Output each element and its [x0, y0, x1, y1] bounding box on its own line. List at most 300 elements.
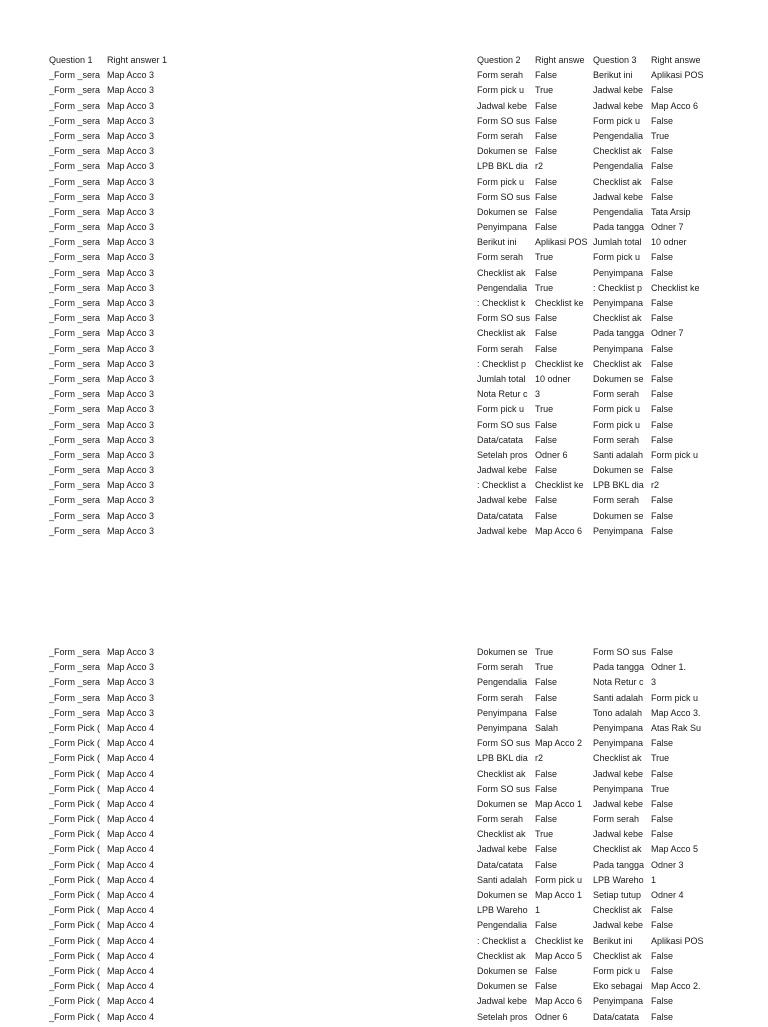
table-cell[interactable]: 10 odner	[651, 237, 687, 248]
table-cell[interactable]: Berikut ini	[593, 935, 633, 946]
table-cell[interactable]: _Form Pick (	[49, 768, 101, 779]
table-cell[interactable]: True	[535, 85, 554, 96]
table-cell[interactable]: _Form _sera	[49, 707, 101, 718]
table-cell[interactable]: Form serah	[477, 814, 524, 825]
table-cell[interactable]: Dokumen se	[477, 647, 528, 657]
table-cell[interactable]: True	[535, 282, 554, 293]
table-cell[interactable]: LPB BKL dia	[477, 161, 528, 172]
table-cell[interactable]: False	[535, 191, 558, 202]
table-cell[interactable]: True	[535, 662, 554, 673]
table-cell[interactable]: Question 3	[593, 55, 637, 65]
table-cell[interactable]: False	[651, 905, 674, 916]
table-cell[interactable]: Map Acco 4	[107, 1011, 155, 1022]
table-cell[interactable]: Right answe	[535, 55, 585, 65]
table-cell[interactable]: Map Acco 3	[107, 146, 155, 157]
table-cell[interactable]: _Form Pick (	[49, 935, 101, 946]
table-cell[interactable]: Map Acco 4	[107, 738, 155, 749]
table-cell[interactable]: Form pick u	[593, 404, 641, 415]
table-cell[interactable]: Form serah	[477, 252, 524, 263]
table-cell[interactable]: False	[651, 1011, 674, 1022]
table-cell[interactable]: Map Acco 3	[107, 707, 155, 718]
table-cell[interactable]: Pengendalia	[477, 677, 528, 688]
table-cell[interactable]: Form SO sus	[593, 647, 647, 657]
table-cell[interactable]: _Form _sera	[49, 465, 101, 476]
table-cell[interactable]: Nota Retur c	[477, 389, 528, 400]
table-cell[interactable]: Map Acco 4	[107, 935, 155, 946]
table-cell[interactable]: Checklist ak	[477, 950, 526, 961]
table-cell[interactable]: Map Acco 4	[107, 981, 155, 992]
table-cell[interactable]: Map Acco 3	[107, 70, 155, 81]
table-cell[interactable]: False	[535, 70, 558, 81]
table-cell[interactable]: Map Acco 3	[107, 343, 155, 354]
table-cell[interactable]: Penyimpana	[593, 267, 644, 278]
table-cell[interactable]: False	[651, 768, 674, 779]
table-cell[interactable]: False	[535, 783, 558, 794]
table-cell[interactable]: Form pick u	[477, 404, 525, 415]
table-cell[interactable]: _Form Pick (	[49, 874, 101, 885]
table-cell[interactable]: False	[651, 525, 674, 536]
table-cell[interactable]: _Form _sera	[49, 404, 101, 415]
table-cell[interactable]: False	[651, 829, 674, 840]
table-cell[interactable]: Map Acco 3	[107, 647, 155, 657]
table-cell[interactable]: _Form _sera	[49, 70, 101, 81]
table-cell[interactable]: Map Acco 2	[535, 738, 583, 749]
table-cell[interactable]: True	[651, 753, 670, 764]
table-cell[interactable]: True	[535, 404, 554, 415]
table-cell[interactable]: Penyimpana	[593, 783, 644, 794]
table-cell[interactable]: Map Acco 3	[107, 252, 155, 263]
table-cell[interactable]: r2	[535, 161, 544, 172]
table-cell[interactable]: False	[651, 115, 674, 126]
table-cell[interactable]: False	[535, 100, 558, 111]
table-cell[interactable]: False	[651, 267, 674, 278]
table-cell[interactable]: Jadwal kebe	[593, 768, 644, 779]
table-cell[interactable]: Checklist ak	[477, 328, 526, 339]
table-cell[interactable]: Checklist ak	[593, 753, 642, 764]
table-cell[interactable]: LPB BKL dia	[477, 753, 528, 764]
table-cell[interactable]: Map Acco 4	[107, 829, 155, 840]
table-cell[interactable]: Jumlah total	[477, 373, 526, 384]
table-cell[interactable]: Map Acco 3	[107, 662, 155, 673]
table-cell[interactable]: _Form Pick (	[49, 905, 101, 916]
table-cell[interactable]: Penyimpana	[477, 722, 528, 733]
table-cell[interactable]: False	[535, 343, 558, 354]
table-cell[interactable]: Map Acco 3	[107, 389, 155, 400]
table-cell[interactable]: Dokumen se	[593, 465, 644, 476]
table-cell[interactable]: _Form _sera	[49, 252, 101, 263]
table-cell[interactable]: Dokumen se	[477, 798, 528, 809]
table-cell[interactable]: _Form _sera	[49, 267, 101, 278]
table-cell[interactable]: Penyimpana	[593, 996, 644, 1007]
table-cell[interactable]: Form serah	[593, 814, 640, 825]
table-cell[interactable]: False	[651, 996, 674, 1007]
table-cell[interactable]: Penyimpana	[593, 722, 644, 733]
table-cell[interactable]: Map Acco 5	[535, 950, 583, 961]
table-cell[interactable]: False	[651, 404, 674, 415]
table-cell[interactable]: False	[535, 814, 558, 825]
table-cell[interactable]: _Form Pick (	[49, 798, 101, 809]
table-cell[interactable]: False	[651, 465, 674, 476]
table-cell[interactable]: _Form Pick (	[49, 753, 101, 764]
table-cell[interactable]: Jumlah total	[593, 237, 642, 248]
table-cell[interactable]: _Form _sera	[49, 434, 101, 445]
table-cell[interactable]: Checklist ke	[651, 282, 700, 293]
table-cell[interactable]: _Form Pick (	[49, 1011, 101, 1022]
table-cell[interactable]: Map Acco 4	[107, 859, 155, 870]
table-cell[interactable]: _Form _sera	[49, 237, 101, 248]
table-cell[interactable]: Map Acco 3	[107, 525, 155, 536]
table-cell[interactable]: Jadwal kebe	[477, 100, 528, 111]
table-cell[interactable]: Nota Retur c	[593, 677, 644, 688]
table-cell[interactable]: Map Acco 4	[107, 950, 155, 961]
table-cell[interactable]: _Form Pick (	[49, 965, 101, 976]
table-cell[interactable]: False	[651, 389, 674, 400]
table-cell[interactable]: False	[651, 814, 674, 825]
table-cell[interactable]: True	[535, 647, 554, 657]
table-cell[interactable]: _Form _sera	[49, 222, 101, 233]
table-cell[interactable]: _Form Pick (	[49, 981, 101, 992]
table-cell[interactable]: : Checklist a	[477, 935, 527, 946]
table-cell[interactable]: Form pick u	[651, 692, 699, 703]
table-cell[interactable]: Odner 6	[535, 1011, 568, 1022]
table-cell[interactable]: Berikut ini	[593, 70, 633, 81]
table-cell[interactable]: Map Acco 3	[107, 161, 155, 172]
table-cell[interactable]: Dokumen se	[477, 965, 528, 976]
table-cell[interactable]: Map Acco 4	[107, 920, 155, 931]
table-cell[interactable]: Map Acco 3	[107, 176, 155, 187]
table-cell[interactable]: Checklist ak	[593, 146, 642, 157]
table-cell[interactable]: Tono adalah	[593, 707, 643, 718]
table-cell[interactable]: Map Acco 4	[107, 905, 155, 916]
table-cell[interactable]: Checklist ke	[535, 935, 584, 946]
table-cell[interactable]: Map Acco 2.	[651, 981, 701, 992]
table-cell[interactable]: False	[651, 647, 674, 657]
table-cell[interactable]: True	[651, 130, 670, 141]
table-cell[interactable]: Map Acco 3	[107, 480, 155, 491]
table-cell[interactable]: 1	[535, 905, 541, 916]
table-cell[interactable]: Jadwal kebe	[477, 844, 528, 855]
table-cell[interactable]: _Form _sera	[49, 389, 101, 400]
table-cell[interactable]: r2	[651, 480, 660, 491]
table-cell[interactable]: False	[651, 343, 674, 354]
table-cell[interactable]: Form SO sus	[477, 419, 531, 430]
table-cell[interactable]: Map Acco 3	[107, 510, 155, 521]
table-cell[interactable]: _Form Pick (	[49, 996, 101, 1007]
table-cell[interactable]: Map Acco 6	[535, 525, 583, 536]
table-cell[interactable]: False	[535, 677, 558, 688]
table-cell[interactable]: Map Acco 1	[535, 798, 583, 809]
table-cell[interactable]: Map Acco 6	[535, 996, 583, 1007]
table-cell[interactable]: Pada tangga	[593, 859, 645, 870]
table-cell[interactable]: _Form Pick (	[49, 950, 101, 961]
table-cell[interactable]: _Form _sera	[49, 85, 101, 96]
table-cell[interactable]: _Form Pick (	[49, 859, 101, 870]
table-cell[interactable]: _Form Pick (	[49, 738, 101, 749]
table-cell[interactable]: False	[535, 267, 558, 278]
table-cell[interactable]: False	[535, 434, 558, 445]
table-cell[interactable]: Dokumen se	[477, 890, 528, 900]
table-cell[interactable]: _Form _sera	[49, 161, 101, 172]
table-cell[interactable]: Form serah	[477, 662, 524, 673]
table-cell[interactable]: LPB Wareho	[477, 905, 528, 916]
table-cell[interactable]: False	[651, 738, 674, 749]
table-cell[interactable]: Penyimpana	[593, 343, 644, 354]
table-cell[interactable]: False	[651, 920, 674, 931]
table-cell[interactable]: Dokumen se	[593, 373, 644, 384]
table-cell[interactable]: False	[535, 115, 558, 126]
table-cell[interactable]: Odner 6	[535, 449, 568, 460]
table-cell[interactable]: Map Acco 4	[107, 814, 155, 825]
table-cell[interactable]: _Form _sera	[49, 692, 101, 703]
table-cell[interactable]: Map Acco 3	[107, 115, 155, 126]
table-cell[interactable]: False	[535, 222, 558, 233]
table-cell[interactable]: _Form _sera	[49, 282, 101, 293]
table-cell[interactable]: Checklist ak	[593, 358, 642, 369]
table-cell[interactable]: Map Acco 3	[107, 358, 155, 369]
table-cell[interactable]: _Form _sera	[49, 647, 101, 657]
table-cell[interactable]: Map Acco 3	[107, 677, 155, 688]
table-cell[interactable]: Map Acco 3	[107, 495, 155, 506]
table-cell[interactable]: Form pick u	[477, 176, 525, 187]
table-cell[interactable]: Map Acco 4	[107, 965, 155, 976]
table-cell[interactable]: : Checklist a	[477, 480, 527, 491]
table-cell[interactable]: False	[535, 465, 558, 476]
table-cell[interactable]: Aplikasi POS	[535, 237, 588, 248]
table-cell[interactable]: Pengendalia	[477, 920, 528, 931]
table-cell[interactable]: Odner 4	[651, 890, 684, 900]
table-cell[interactable]: Dokumen se	[477, 206, 528, 217]
table-cell[interactable]: Right answer 1	[107, 55, 168, 65]
table-cell[interactable]: _Form Pick (	[49, 844, 101, 855]
table-cell[interactable]: Form SO sus	[477, 738, 531, 749]
table-cell[interactable]: _Form Pick (	[49, 722, 101, 733]
table-cell[interactable]: Form pick u	[593, 419, 641, 430]
table-cell[interactable]: Jadwal kebe	[593, 85, 644, 96]
table-cell[interactable]: Checklist ak	[593, 313, 642, 324]
table-cell[interactable]: Map Acco 3	[107, 449, 155, 460]
table-cell[interactable]: Form pick u	[593, 115, 641, 126]
table-cell[interactable]: Pengendalia	[593, 161, 644, 172]
table-cell[interactable]: Form pick u	[651, 449, 699, 460]
table-cell[interactable]: Aplikasi POS	[651, 935, 704, 946]
table-cell[interactable]: Map Acco 4	[107, 996, 155, 1007]
table-cell[interactable]: Penyimpana	[477, 707, 528, 718]
table-cell[interactable]: _Form _sera	[49, 313, 101, 324]
table-cell[interactable]: _Form _sera	[49, 510, 101, 521]
table-cell[interactable]: Map Acco 3	[107, 313, 155, 324]
table-cell[interactable]: False	[535, 981, 558, 992]
table-cell[interactable]: : Checklist p	[477, 358, 527, 369]
table-cell[interactable]: Aplikasi POS	[651, 70, 704, 81]
table-cell[interactable]: Checklist ak	[593, 176, 642, 187]
table-cell[interactable]: Map Acco 3	[107, 465, 155, 476]
table-cell[interactable]: Map Acco 4	[107, 753, 155, 764]
table-cell[interactable]: True	[651, 783, 670, 794]
table-cell[interactable]: False	[535, 920, 558, 931]
table-cell[interactable]: Dokumen se	[477, 146, 528, 157]
table-cell[interactable]: 1	[651, 874, 657, 885]
table-cell[interactable]: Map Acco 4	[107, 768, 155, 779]
table-cell[interactable]: Pengendalia	[593, 206, 644, 217]
table-cell[interactable]: Dokumen se	[477, 981, 528, 992]
table-cell[interactable]: Form serah	[593, 434, 640, 445]
table-cell[interactable]: _Form Pick (	[49, 783, 101, 794]
table-cell[interactable]: _Form _sera	[49, 100, 101, 111]
table-cell[interactable]: Map Acco 3	[107, 419, 155, 430]
table-cell[interactable]: Form SO sus	[477, 191, 531, 202]
table-cell[interactable]: Form pick u	[593, 252, 641, 263]
table-cell[interactable]: _Form _sera	[49, 191, 101, 202]
table-cell[interactable]: False	[535, 206, 558, 217]
table-cell[interactable]: LPB Wareho	[593, 874, 644, 885]
table-cell[interactable]: False	[651, 495, 674, 506]
table-cell[interactable]: Map Acco 3	[107, 404, 155, 415]
table-cell[interactable]: Form serah	[593, 495, 640, 506]
table-cell[interactable]: : Checklist k	[477, 298, 526, 308]
table-cell[interactable]: Data/catata	[477, 859, 524, 870]
table-cell[interactable]: Jadwal kebe	[477, 495, 528, 506]
table-cell[interactable]: False	[651, 965, 674, 976]
table-cell[interactable]: Form serah	[477, 70, 524, 81]
table-cell[interactable]: Map Acco 4	[107, 722, 155, 733]
table-cell[interactable]: Map Acco 3	[107, 373, 155, 384]
table-cell[interactable]: Map Acco 4	[107, 890, 155, 900]
table-cell[interactable]: False	[535, 768, 558, 779]
table-cell[interactable]: Penyimpana	[477, 222, 528, 233]
table-cell[interactable]: Santi adalah	[477, 874, 528, 885]
table-cell[interactable]: Form pick u	[477, 85, 525, 96]
table-cell[interactable]: Map Acco 4	[107, 798, 155, 809]
table-cell[interactable]: Odner 1.	[651, 662, 687, 673]
table-cell[interactable]: Santi adalah	[593, 449, 644, 460]
table-cell[interactable]: False	[651, 191, 674, 202]
table-cell[interactable]: _Form _sera	[49, 130, 101, 141]
table-cell[interactable]: Map Acco 6	[651, 100, 699, 111]
table-cell[interactable]: Form serah	[593, 389, 640, 400]
table-cell[interactable]: False	[535, 130, 558, 141]
table-cell[interactable]: 3	[535, 389, 541, 400]
table-cell[interactable]: Odner 3	[651, 859, 684, 870]
table-cell[interactable]: Map Acco 3	[107, 298, 155, 308]
table-cell[interactable]: _Form _sera	[49, 449, 101, 460]
table-cell[interactable]: Jadwal kebe	[593, 191, 644, 202]
table-cell[interactable]: True	[535, 829, 554, 840]
table-cell[interactable]: Map Acco 3	[107, 434, 155, 445]
table-cell[interactable]: _Form _sera	[49, 677, 101, 688]
table-cell[interactable]: Map Acco 3	[107, 100, 155, 111]
table-cell[interactable]: Map Acco 3	[107, 85, 155, 96]
table-cell[interactable]: _Form Pick (	[49, 890, 101, 900]
table-cell[interactable]: _Form _sera	[49, 115, 101, 126]
table-cell[interactable]: Setiap tutup	[593, 890, 642, 900]
table-cell[interactable]: Map Acco 3	[107, 328, 155, 339]
table-cell[interactable]: Checklist ak	[593, 844, 642, 855]
table-cell[interactable]: Checklist ak	[477, 768, 526, 779]
table-cell[interactable]: False	[651, 176, 674, 187]
table-cell[interactable]: False	[535, 328, 558, 339]
table-cell[interactable]: Map Acco 3	[107, 130, 155, 141]
table-cell[interactable]: _Form _sera	[49, 343, 101, 354]
table-cell[interactable]: Form serah	[477, 343, 524, 354]
table-cell[interactable]: Jadwal kebe	[477, 996, 528, 1007]
table-cell[interactable]: False	[535, 859, 558, 870]
table-cell[interactable]: False	[535, 176, 558, 187]
table-cell[interactable]: Jadwal kebe	[477, 525, 528, 536]
table-cell[interactable]: _Form Pick (	[49, 814, 101, 825]
table-cell[interactable]: Setelah pros	[477, 449, 528, 460]
table-cell[interactable]: Map Acco 3	[107, 282, 155, 293]
table-cell[interactable]: False	[651, 85, 674, 96]
table-cell[interactable]: Form pick u	[535, 874, 583, 885]
table-cell[interactable]: Checklist ak	[593, 905, 642, 916]
table-cell[interactable]: Form serah	[477, 692, 524, 703]
table-cell[interactable]: _Form _sera	[49, 495, 101, 506]
table-cell[interactable]: Form SO sus	[477, 313, 531, 324]
table-cell[interactable]: Data/catata	[477, 510, 524, 521]
table-cell[interactable]: _Form _sera	[49, 419, 101, 430]
table-cell[interactable]: Map Acco 4	[107, 783, 155, 794]
table-cell[interactable]: False	[651, 298, 674, 308]
table-cell[interactable]: Form SO sus	[477, 783, 531, 794]
table-cell[interactable]: Jadwal kebe	[593, 798, 644, 809]
table-cell[interactable]: False	[535, 495, 558, 506]
table-cell[interactable]: Atas Rak Su	[651, 722, 702, 733]
table-cell[interactable]: True	[535, 252, 554, 263]
table-cell[interactable]: _Form Pick (	[49, 920, 101, 931]
table-cell[interactable]: False	[535, 707, 558, 718]
table-cell[interactable]: Jadwal kebe	[593, 100, 644, 111]
table-cell[interactable]: Dokumen se	[593, 510, 644, 521]
table-cell[interactable]: Pengendalia	[477, 282, 528, 293]
table-cell[interactable]: False	[651, 419, 674, 430]
table-cell[interactable]: 3	[651, 677, 657, 688]
table-cell[interactable]: Map Acco 3	[107, 267, 155, 278]
table-cell[interactable]: _Form _sera	[49, 176, 101, 187]
table-cell[interactable]: Map Acco 4	[107, 874, 155, 885]
table-cell[interactable]: False	[651, 950, 674, 961]
table-cell[interactable]: Data/catata	[593, 1011, 640, 1022]
table-cell[interactable]: False	[651, 313, 674, 324]
table-cell[interactable]: Odner 7	[651, 222, 684, 233]
table-cell[interactable]: Pada tangga	[593, 222, 645, 233]
table-cell[interactable]: Checklist ke	[535, 480, 584, 491]
table-cell[interactable]: Setelah pros	[477, 1011, 528, 1022]
table-cell[interactable]: Question 2	[477, 55, 521, 65]
table-cell[interactable]: _Form _sera	[49, 206, 101, 217]
table-cell[interactable]: Jadwal kebe	[593, 829, 644, 840]
table-cell[interactable]: Salah	[535, 722, 559, 733]
table-cell[interactable]: False	[651, 358, 674, 369]
table-cell[interactable]: Checklist ak	[593, 950, 642, 961]
table-cell[interactable]: Pada tangga	[593, 328, 645, 339]
table-cell[interactable]: _Form _sera	[49, 373, 101, 384]
table-cell[interactable]: Map Acco 3	[107, 692, 155, 703]
table-cell[interactable]: Penyimpana	[593, 738, 644, 749]
table-cell[interactable]: False	[651, 146, 674, 157]
table-cell[interactable]: Map Acco 3	[107, 206, 155, 217]
table-cell[interactable]: r2	[535, 753, 544, 764]
table-cell[interactable]: : Checklist p	[593, 282, 643, 293]
table-cell[interactable]: _Form _sera	[49, 146, 101, 157]
table-cell[interactable]: Penyimpana	[593, 298, 644, 308]
table-cell[interactable]: Berikut ini	[477, 237, 517, 248]
table-cell[interactable]: False	[651, 434, 674, 445]
table-cell[interactable]: Checklist ke	[535, 298, 584, 308]
table-cell[interactable]: _Form _sera	[49, 480, 101, 491]
table-cell[interactable]: _Form _sera	[49, 328, 101, 339]
table-cell[interactable]: False	[535, 510, 558, 521]
table-cell[interactable]: Checklist ak	[477, 829, 526, 840]
